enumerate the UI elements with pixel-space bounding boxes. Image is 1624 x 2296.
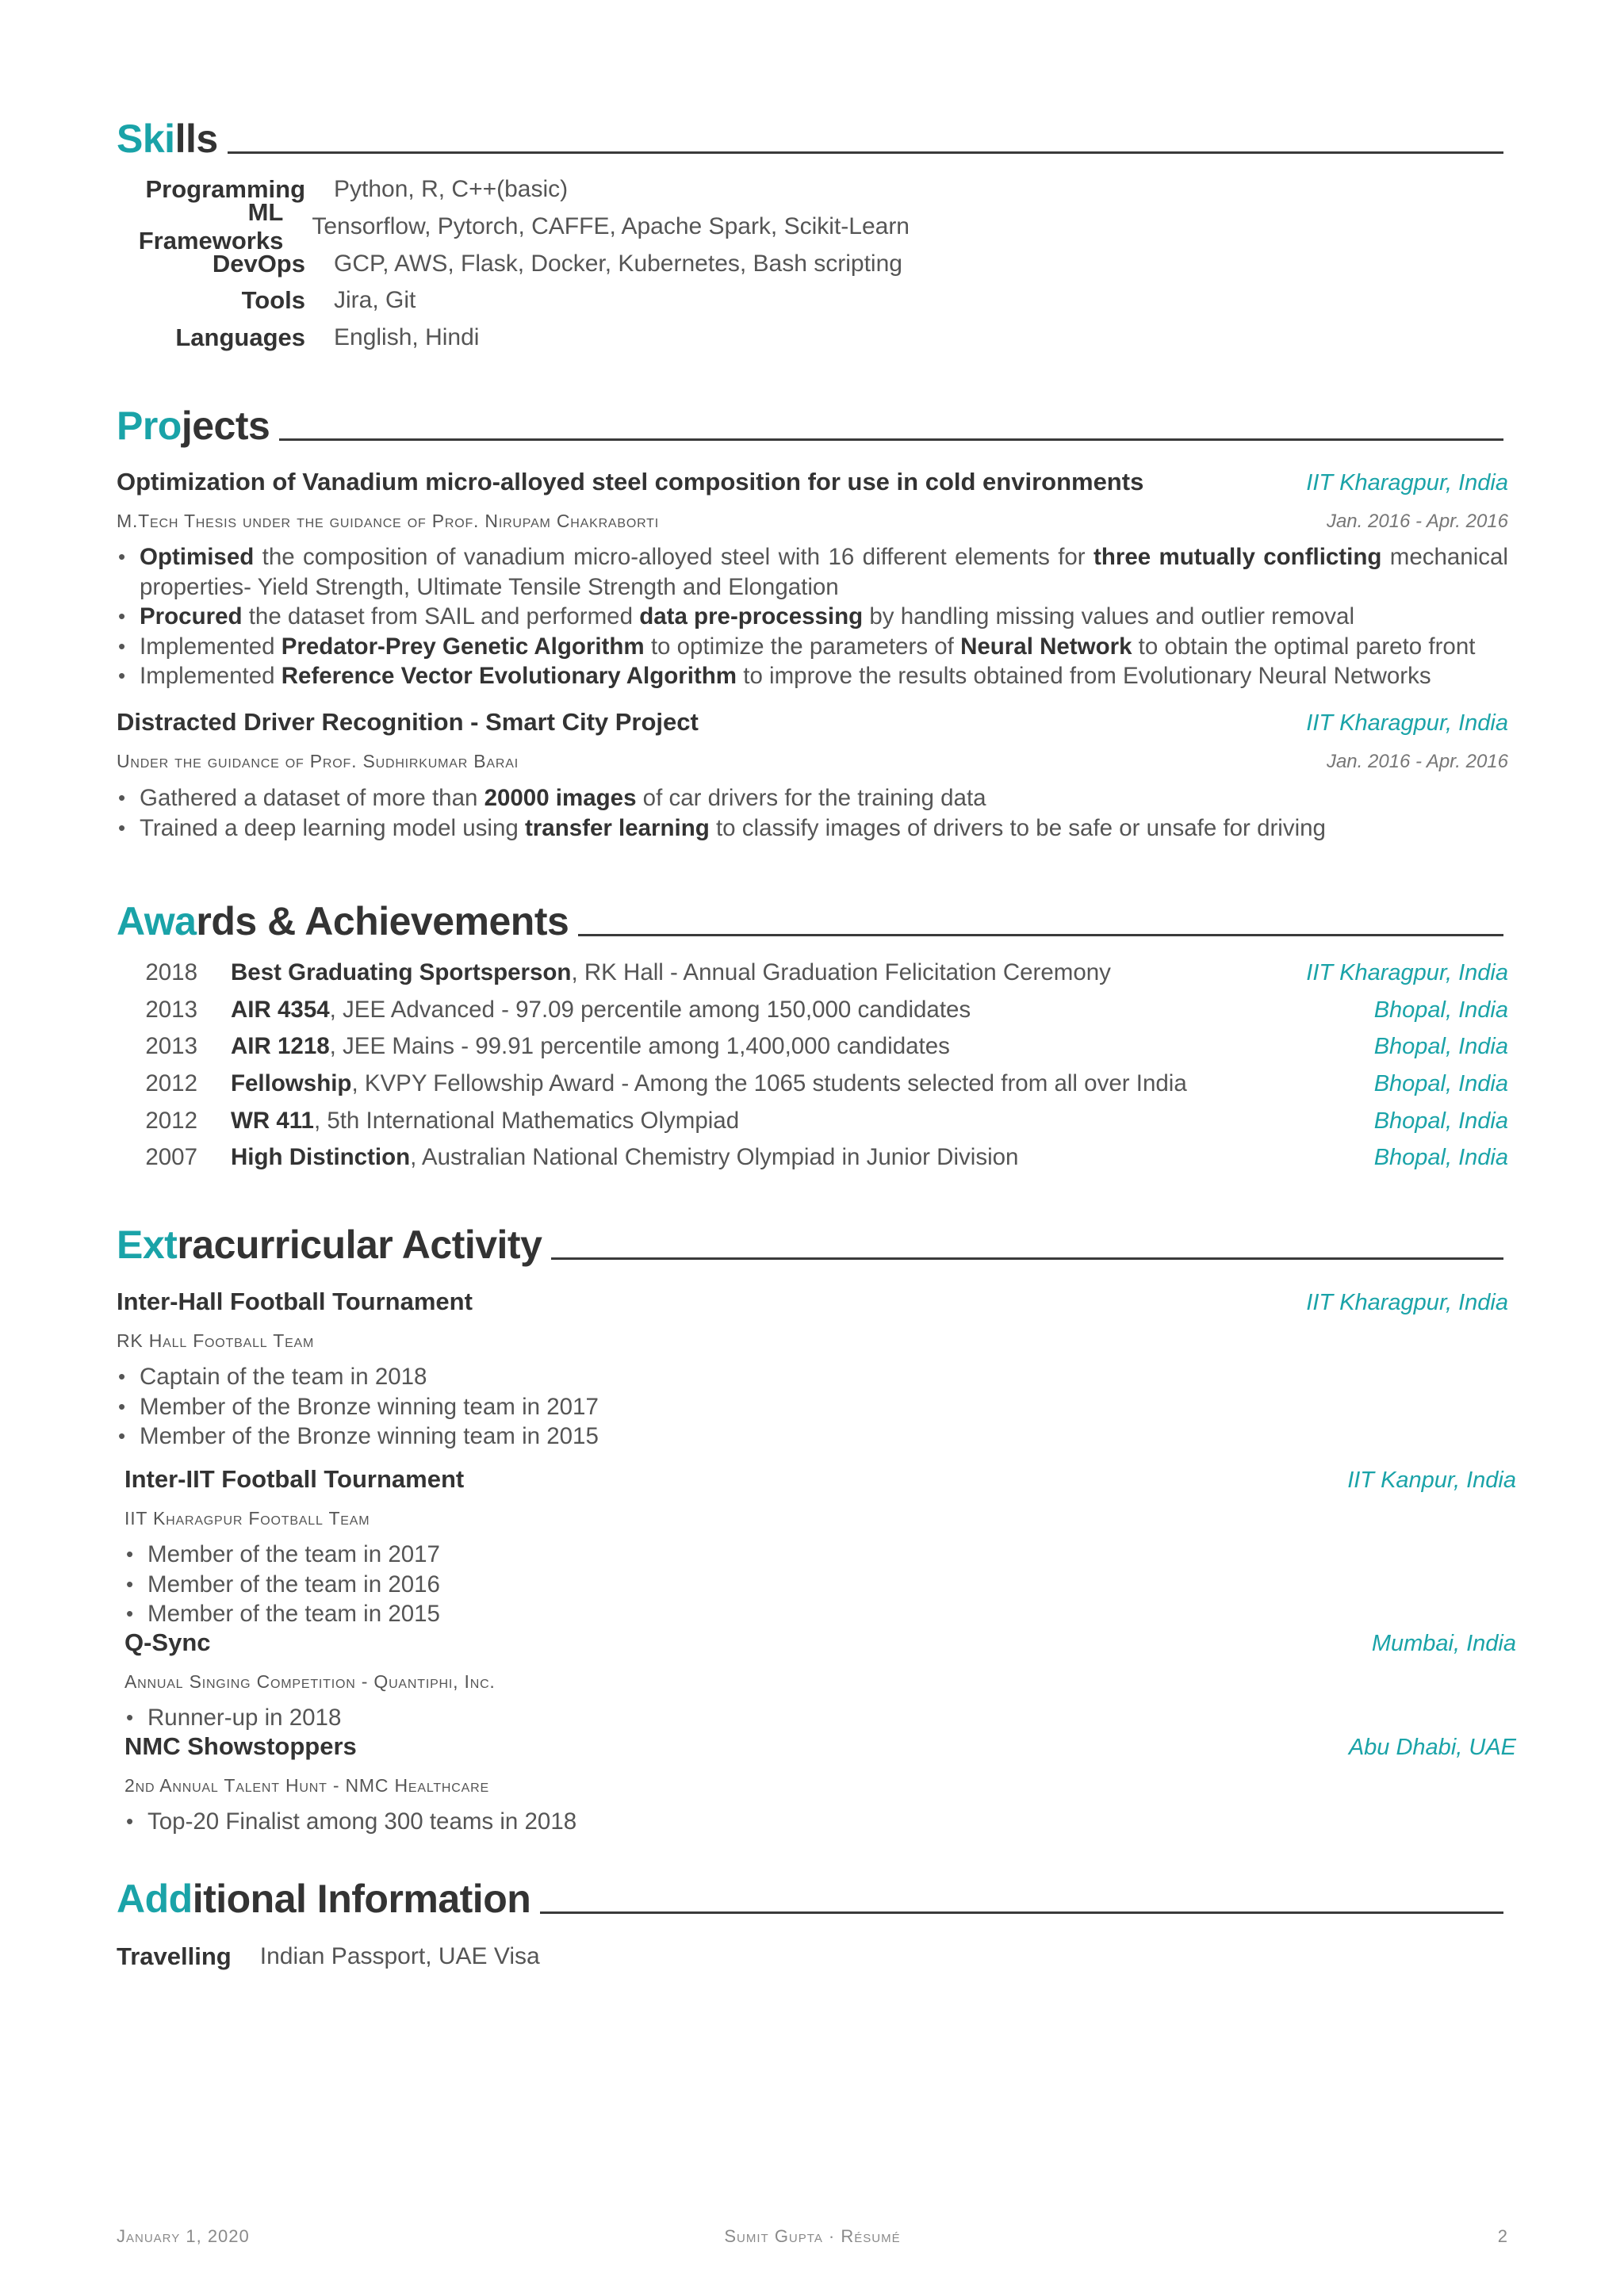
skill-label: DevOps <box>212 250 305 277</box>
activity-location: Abu Dhabi, UAE <box>1348 1735 1516 1760</box>
project-date: Jan. 2016 - Apr. 2016 <box>1326 751 1508 772</box>
list-item: • Top-20 Finalist among 300 teams in 2018 <box>124 1807 1516 1837</box>
award-year: 2007 <box>145 1144 197 1170</box>
project-location: IIT Kharagpur, India <box>1306 710 1508 736</box>
activity-bullets <box>124 1540 1516 1629</box>
activity-title: Q-Sync <box>124 1628 211 1656</box>
award-year: 2013 <box>145 997 197 1023</box>
skill-label: Languages <box>175 323 305 351</box>
page-footer <box>117 2226 1508 2255</box>
award-location: Bhopal, India <box>1373 1108 1508 1134</box>
info-row-travelling <box>117 1938 540 1975</box>
award-row <box>117 1066 1508 1102</box>
skill-row-devops <box>117 246 910 282</box>
project-title: Distracted Driver Recognition - Smart City Project <box>117 708 699 736</box>
list-item: • Runner-up in 2018 <box>124 1703 1516 1733</box>
activity-title: NMC Showstoppers <box>124 1732 357 1760</box>
award-row <box>117 1028 1508 1065</box>
award-location: Bhopal, India <box>1373 1033 1508 1059</box>
skill-value: Jira, Git <box>334 287 416 313</box>
activity-location: IIT Kanpur, India <box>1347 1468 1516 1493</box>
award-row <box>117 992 1508 1028</box>
list-item: • Gathered a dataset of more than 20000 images of car drivers for the training data <box>117 783 1508 813</box>
skills-section-header <box>117 109 1503 159</box>
list-item: • Member of the Bronze winning team in 2017 <box>117 1392 1508 1422</box>
skill-row-tools <box>117 282 910 319</box>
award-text: AIR 4354, JEE Advanced - 97.09 percentile among 150,000 candidates <box>231 997 971 1023</box>
project-title: Optimization of Vanadium micro-alloyed steel composition for use in cold environments <box>117 468 1144 496</box>
projects-section-header <box>117 396 1503 446</box>
additional-section-header <box>117 1869 1503 1919</box>
award-location: Bhopal, India <box>1373 1070 1508 1096</box>
awards-heading: Awards & Achievements <box>117 899 569 943</box>
footer-page-number: 2 <box>1497 2226 1508 2246</box>
project-bullets <box>117 783 1508 843</box>
skill-label: ML Frameworks <box>138 198 284 254</box>
section-rule <box>540 1911 1503 1914</box>
footer-date: January 1, 2020 <box>117 2226 250 2246</box>
skill-label: Programming <box>145 175 305 203</box>
skill-row-languages <box>117 320 910 356</box>
skill-value: English, Hindi <box>334 324 480 350</box>
award-row <box>117 1103 1508 1139</box>
activity-title: Inter-IIT Football Tournament <box>124 1465 465 1493</box>
activity-bullets <box>124 1703 1516 1733</box>
skill-value: Tensorflow, Pytorch, CAFFE, Apache Spark, Scikit-Learn <box>312 213 910 239</box>
list-item: • Implemented Reference Vector Evolutionary Algorithm to improve the results obtained from Evolutionary Neural Networks <box>117 661 1508 691</box>
activity-subtitle: RK Hall Football Team <box>117 1330 315 1351</box>
extracurricular-section-header <box>117 1215 1503 1265</box>
project-bullets <box>117 542 1508 691</box>
section-rule <box>279 438 1503 441</box>
section-rule <box>578 934 1503 936</box>
award-text: WR 411, 5th International Mathematics Olympiad <box>231 1108 740 1134</box>
list-item: • Member of the team in 2017 <box>124 1540 1516 1570</box>
section-rule <box>228 151 1503 154</box>
activity-bullets <box>124 1807 1516 1837</box>
list-item: • Optimised the composition of vanadium micro-alloyed steel with 16 different elements for three mutually conflicting mechanical properties- Yield Strength, Ultimate Tensile Strength and Elongation <box>117 542 1508 602</box>
footer-name-title: Sumit Gupta · Résumé <box>724 2226 901 2246</box>
award-text: Fellowship, KVPY Fellowship Award - Among the 1065 students selected from all over India <box>231 1070 1187 1096</box>
list-item: • Member of the team in 2016 <box>124 1570 1516 1600</box>
award-location: Bhopal, India <box>1373 997 1508 1023</box>
list-item: • Procured the dataset from SAIL and performed data pre-processing by handling missing values and outlier removal <box>117 602 1508 632</box>
award-text: High Distinction, Australian National Chemistry Olympiad in Junior Division <box>231 1144 1019 1170</box>
activity-bullets <box>117 1362 1508 1452</box>
skills-heading: Skills <box>117 117 218 161</box>
awards-section-header <box>117 892 1503 941</box>
list-item: • Member of the team in 2015 <box>124 1599 1516 1629</box>
activity-subtitle: Annual Singing Competition - Quantiphi, Inc. <box>124 1671 496 1692</box>
list-item: • Trained a deep learning model using transfer learning to classify images of drivers to be safe or unsafe for driving <box>117 813 1508 844</box>
skill-label: Tools <box>241 286 305 314</box>
project-date: Jan. 2016 - Apr. 2016 <box>1326 511 1508 532</box>
award-row <box>117 1139 1508 1176</box>
project-subtitle: Under the guidance of Prof. Sudhirkumar Barai <box>117 751 519 771</box>
award-location: Bhopal, India <box>1373 1144 1508 1170</box>
section-rule <box>551 1257 1503 1260</box>
extracurricular-heading: Extracurricular Activity <box>117 1223 542 1267</box>
award-location: IIT Kharagpur, India <box>1306 959 1508 985</box>
award-text: Best Graduating Sportsperson, RK Hall - Annual Graduation Felicitation Ceremony <box>231 959 1111 985</box>
activity-location: Mumbai, India <box>1371 1631 1516 1656</box>
additional-heading: Additional Information <box>117 1877 531 1921</box>
project-location: IIT Kharagpur, India <box>1306 470 1508 496</box>
award-row <box>117 955 1508 991</box>
skill-row-ml-frameworks <box>117 198 910 254</box>
activity-subtitle: IIT Kharagpur Football Team <box>124 1508 370 1529</box>
activity-location: IIT Kharagpur, India <box>1306 1290 1508 1315</box>
activity-title: Inter-Hall Football Tournament <box>117 1288 473 1315</box>
list-item: • Implemented Predator-Prey Genetic Algorithm to optimize the parameters of Neural Network to obtain the optimal pareto front <box>117 632 1508 662</box>
project-subtitle: M.Tech Thesis under the guidance of Prof. Nirupam Chakraborti <box>117 511 660 531</box>
info-value: Indian Passport, UAE Visa <box>259 1943 540 1969</box>
award-year: 2013 <box>145 1033 197 1059</box>
skill-value: GCP, AWS, Flask, Docker, Kubernetes, Bash scripting <box>334 251 902 277</box>
list-item: • Captain of the team in 2018 <box>117 1362 1508 1392</box>
award-year: 2018 <box>145 959 197 985</box>
info-label: Travelling <box>117 1942 232 1970</box>
award-text: AIR 1218, JEE Mains - 99.91 percentile among 1,400,000 candidates <box>231 1033 950 1059</box>
award-year: 2012 <box>145 1108 197 1134</box>
list-item: • Member of the Bronze winning team in 2015 <box>117 1422 1508 1452</box>
skill-value: Python, R, C++(basic) <box>334 176 569 202</box>
projects-heading: Projects <box>117 404 270 448</box>
award-year: 2012 <box>145 1070 197 1096</box>
activity-subtitle: 2nd Annual Talent Hunt - NMC Healthcare <box>124 1775 489 1796</box>
